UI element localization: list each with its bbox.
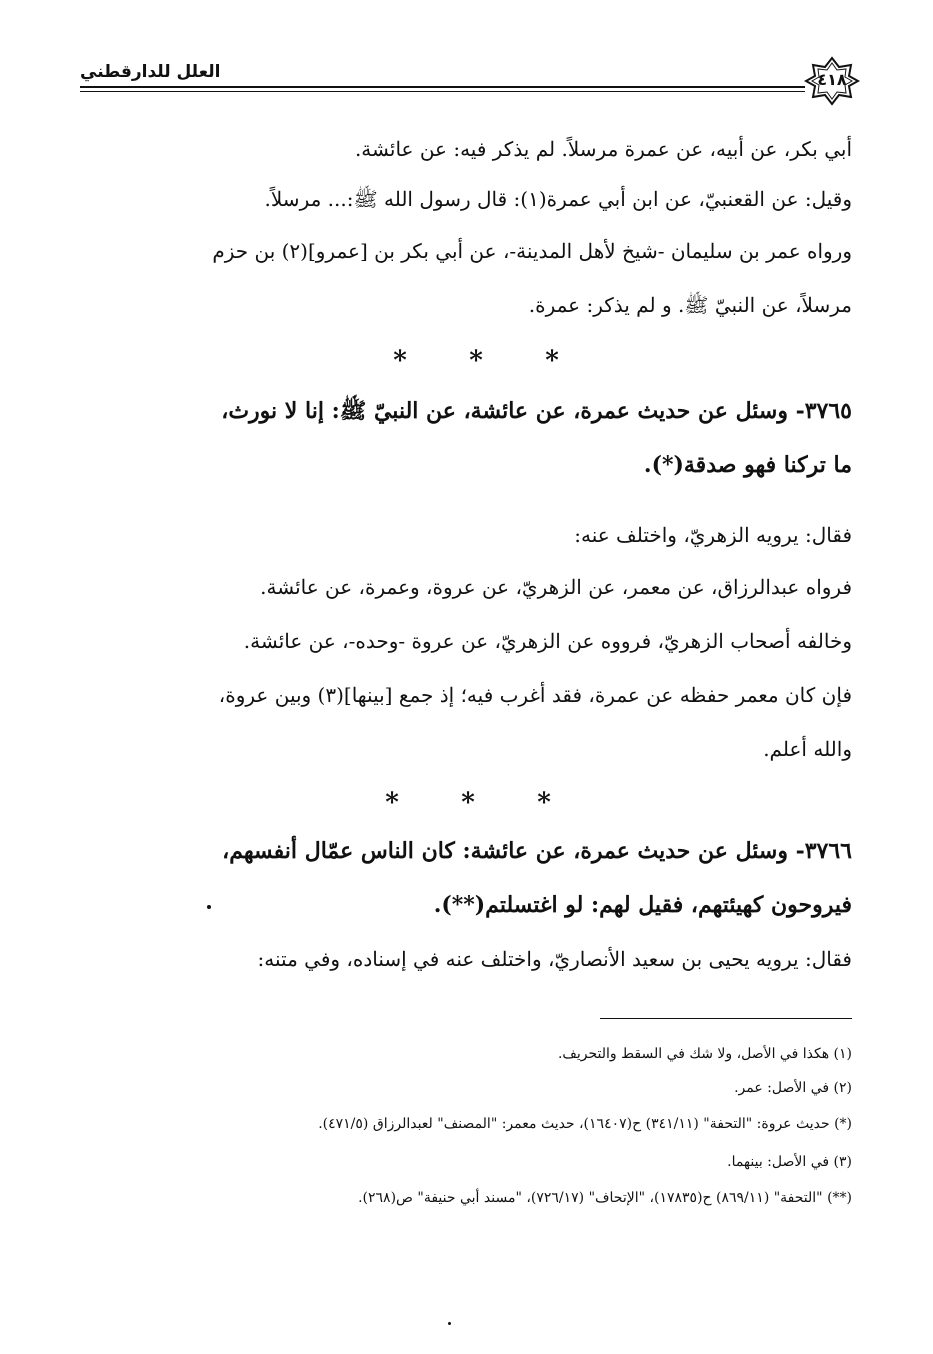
section-separator bbox=[362, 346, 590, 376]
section-separator bbox=[354, 788, 582, 818]
footnote: (**) "التحفة" (٨٦٩/١١) ح(١٧٨٣٥)، "الإتحاف" (٧٢٦/١٧)، "مسند أبي حنيفة" ص(٢٦٨). bbox=[358, 1190, 852, 1206]
star-icon: * bbox=[537, 788, 551, 818]
star-icon: * bbox=[469, 346, 483, 376]
answer-line: وخالفه أصحاب الزهريّ، فرووه عن الزهريّ، عن عروة -وحده-، عن عائشة. bbox=[243, 629, 852, 653]
footnote: (١) هكذا في الأصل، ولا شك في السقط والتحريف. bbox=[557, 1046, 852, 1062]
star-icon: * bbox=[385, 788, 399, 818]
paragraph-line: أبي بكر، عن أبيه، عن عمرة مرسلاً. لم يذكر فيه: عن عائشة. bbox=[354, 137, 852, 161]
question-heading-line: فيروحون كهيئتهم، فقيل لهم: لو اغتسلتم(**). bbox=[433, 892, 852, 918]
star-icon: * bbox=[461, 788, 475, 818]
page-number-badge bbox=[804, 56, 860, 106]
footnote: (٢) في الأصل: عمر. bbox=[734, 1080, 852, 1096]
question-heading-line: ٣٧٦٦- وسئل عن حديث عمرة، عن عائشة: كان الناس عمّال أنفسهم، bbox=[222, 838, 852, 864]
answer-line: والله أعلم. bbox=[763, 737, 852, 761]
ink-speck bbox=[448, 1322, 451, 1325]
paragraph-line: وقيل: عن القعنبيّ، عن ابن أبي عمرة(١): قال رسول الله ﷺ:... مرسلاً. bbox=[264, 187, 852, 211]
footnote: (*) حديث عروة: "التحفة" (٣٤١/١١) ح(١٦٤٠٧)، حديث معمر: "المصنف" لعبدالرزاق (٤٧١/٥). bbox=[318, 1116, 852, 1132]
answer-line: فقال: يرويه الزهريّ، واختلف عنه: bbox=[574, 523, 852, 547]
star-icon: * bbox=[393, 346, 407, 376]
page-number: ٤١٨ bbox=[817, 70, 847, 89]
header-rule bbox=[80, 86, 805, 88]
paragraph-line: ورواه عمر بن سليمان -شيخ لأهل المدينة-، عن أبي بكر بن [عمرو](٢) بن حزم bbox=[212, 239, 852, 263]
footnote-divider bbox=[600, 1018, 852, 1019]
question-heading-line: ٣٧٦٥- وسئل عن حديث عمرة، عن عائشة، عن النبيّ ﷺ: إنا لا نورث، bbox=[221, 398, 852, 424]
answer-line: فرواه عبدالرزاق، عن معمر، عن الزهريّ، عن عروة، وعمرة، عن عائشة. bbox=[260, 575, 852, 599]
answer-line: فقال: يرويه يحيى بن سعيد الأنصاريّ، واختلف عنه في إسناده، وفي متنه: bbox=[257, 947, 852, 971]
question-heading-line: ما تركنا فهو صدقة(*). bbox=[643, 452, 852, 478]
ink-speck bbox=[207, 905, 211, 909]
header-rule-thin bbox=[80, 91, 805, 92]
paragraph-line: مرسلاً، عن النبيّ ﷺ. و لم يذكر: عمرة. bbox=[528, 293, 852, 317]
book-title: العلل للدارقطني bbox=[80, 62, 226, 82]
star-icon: * bbox=[545, 346, 559, 376]
footnote: (٣) في الأصل: بينهما. bbox=[727, 1154, 852, 1170]
page-header bbox=[80, 62, 860, 106]
answer-line: فإن كان معمر حفظه عن عمرة، فقد أغرب فيه؛ إذ جمع [بينها](٣) وبين عروة، bbox=[218, 683, 852, 707]
